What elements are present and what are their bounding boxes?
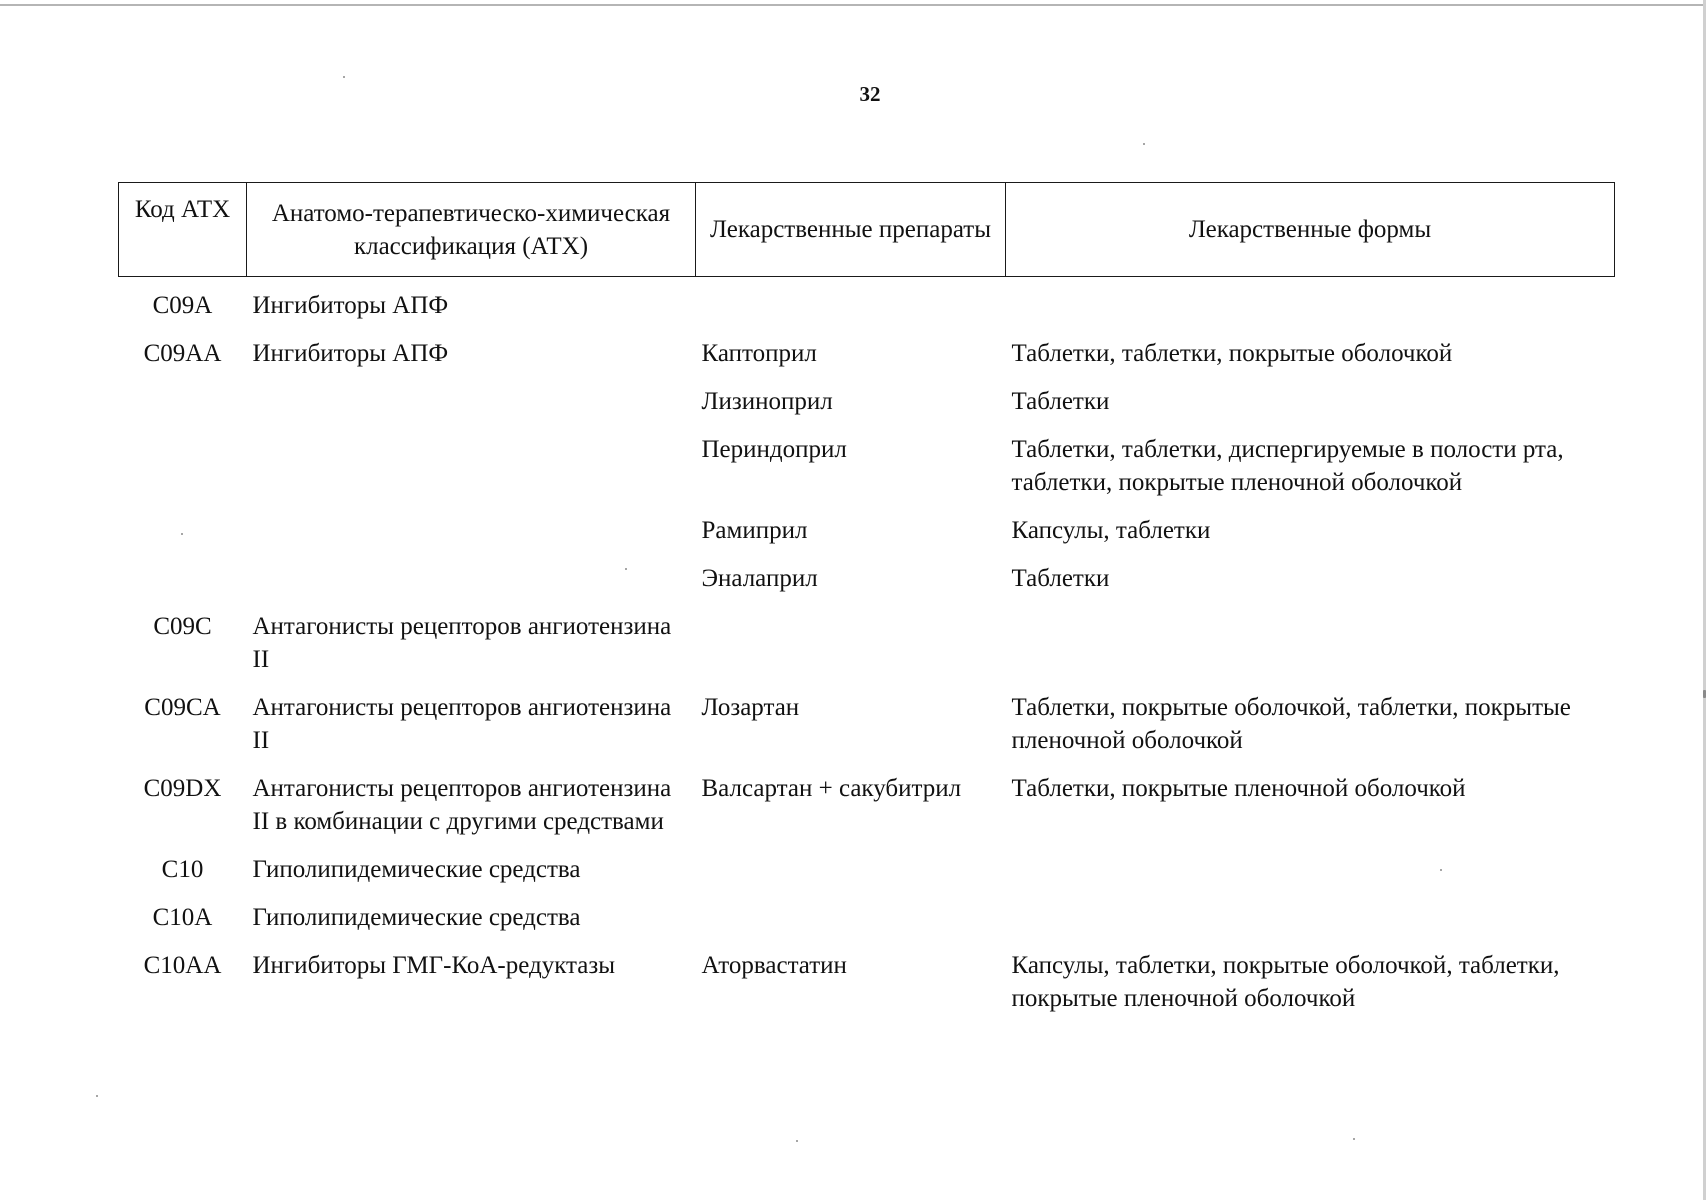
drug-cell: Рамиприл bbox=[701, 517, 808, 544]
dosage-forms-cell: Таблетки, таблетки, диспергируемые в полости рта, таблетки, покрытые пленочной оболочкой bbox=[1011, 436, 1564, 496]
drug-cell: Валсартан + сакубитрил bbox=[701, 775, 962, 802]
table-row bbox=[119, 838, 1615, 886]
classification-cell: Гиполипидемические средства bbox=[252, 856, 581, 883]
table-header bbox=[119, 183, 1615, 277]
scan-speck bbox=[796, 1140, 798, 1142]
dosage-forms-cell bbox=[1006, 886, 1615, 934]
atc-code-cell: C09DX bbox=[143, 775, 222, 802]
atc-code-cell: C10 bbox=[161, 856, 204, 883]
table-row bbox=[119, 676, 1615, 757]
drug-cell: Эналаприл bbox=[701, 565, 818, 592]
header-atc-code: Код АТХ bbox=[119, 183, 247, 277]
scan-speck bbox=[625, 568, 627, 570]
scan-speck bbox=[181, 533, 183, 535]
drug-cell: Периндоприл bbox=[701, 436, 847, 463]
page-number: 32 bbox=[859, 82, 881, 106]
drug-cell: Аторвастатин bbox=[701, 952, 847, 979]
atc-code-cell bbox=[119, 499, 247, 547]
header-atc-classification: Анатомо-терапевтическо-химическая классификация (АТХ) bbox=[247, 183, 696, 277]
table-row bbox=[119, 499, 1615, 547]
atc-code-cell: C10A bbox=[152, 904, 213, 931]
table-body bbox=[119, 277, 1615, 1016]
classification-cell bbox=[247, 370, 696, 418]
atc-drug-table bbox=[118, 182, 1615, 1015]
header-drugs: Лекарственные препараты bbox=[696, 183, 1006, 277]
dosage-forms-cell: Таблетки, покрытые оболочкой, таблетки, покрытые пленочной оболочкой bbox=[1011, 694, 1571, 754]
dosage-forms-cell: Таблетки bbox=[1011, 565, 1110, 592]
classification-cell: Ингибиторы ГМГ-КоА-редуктазы bbox=[252, 952, 616, 979]
atc-code-cell: C09C bbox=[153, 613, 212, 640]
header-dosage-forms: Лекарственные формы bbox=[1006, 183, 1615, 277]
table-row bbox=[119, 595, 1615, 676]
scan-speck bbox=[343, 76, 345, 78]
atc-code-cell: C09AA bbox=[143, 340, 222, 367]
drug-cell bbox=[696, 277, 1006, 323]
dosage-forms-cell: Таблетки, покрытые пленочной оболочкой bbox=[1011, 775, 1466, 802]
table-row bbox=[119, 322, 1615, 370]
scan-top-edge-line bbox=[0, 4, 1706, 6]
scan-speck bbox=[1440, 869, 1442, 871]
classification-cell: Ингибиторы АПФ bbox=[252, 292, 449, 319]
classification-cell: Ингибиторы АПФ bbox=[252, 340, 449, 367]
header-row bbox=[119, 183, 1615, 277]
classification-cell: Антагонисты рецепторов ангиотензина II bbox=[252, 694, 672, 754]
table-row bbox=[119, 547, 1615, 595]
scan-speck bbox=[96, 1095, 98, 1097]
classification-cell bbox=[247, 499, 696, 547]
table-row bbox=[119, 757, 1615, 838]
atc-code-cell bbox=[119, 418, 247, 499]
classification-cell: Гиполипидемические средства bbox=[252, 904, 581, 931]
dosage-forms-cell: Капсулы, таблетки, покрытые оболочкой, таблетки, покрытые пленочной оболочкой bbox=[1011, 952, 1560, 1012]
table-row bbox=[119, 934, 1615, 1015]
table-row bbox=[119, 418, 1615, 499]
dosage-forms-cell: Таблетки, таблетки, покрытые оболочкой bbox=[1011, 340, 1453, 367]
dosage-forms-cell bbox=[1006, 838, 1615, 886]
table-row bbox=[119, 886, 1615, 934]
dosage-forms-cell bbox=[1006, 595, 1615, 676]
table-row bbox=[119, 277, 1615, 323]
drug-cell: Лизиноприл bbox=[701, 388, 833, 415]
dosage-forms-cell bbox=[1006, 277, 1615, 323]
drug-cell bbox=[696, 595, 1006, 676]
atc-code-cell bbox=[119, 370, 247, 418]
drug-cell: Каптоприл bbox=[701, 340, 817, 367]
dosage-forms-cell: Капсулы, таблетки bbox=[1011, 517, 1211, 544]
scan-speck bbox=[1143, 143, 1145, 145]
classification-cell: Антагонисты рецепторов ангиотензина II в комбинации с другими средствами bbox=[252, 775, 672, 835]
table-row bbox=[119, 370, 1615, 418]
scan-speck bbox=[1353, 1138, 1355, 1140]
drug-cell bbox=[696, 838, 1006, 886]
classification-cell bbox=[247, 547, 696, 595]
drug-cell: Лозартан bbox=[701, 694, 800, 721]
dosage-forms-cell: Таблетки bbox=[1011, 388, 1110, 415]
atc-code-cell: C10AA bbox=[143, 952, 222, 979]
classification-cell: Антагонисты рецепторов ангиотензина II bbox=[252, 613, 672, 673]
atc-code-cell: C09A bbox=[152, 292, 213, 319]
atc-code-cell: C09CA bbox=[144, 694, 221, 721]
drug-cell bbox=[696, 886, 1006, 934]
atc-code-cell bbox=[119, 547, 247, 595]
classification-cell bbox=[247, 418, 696, 499]
